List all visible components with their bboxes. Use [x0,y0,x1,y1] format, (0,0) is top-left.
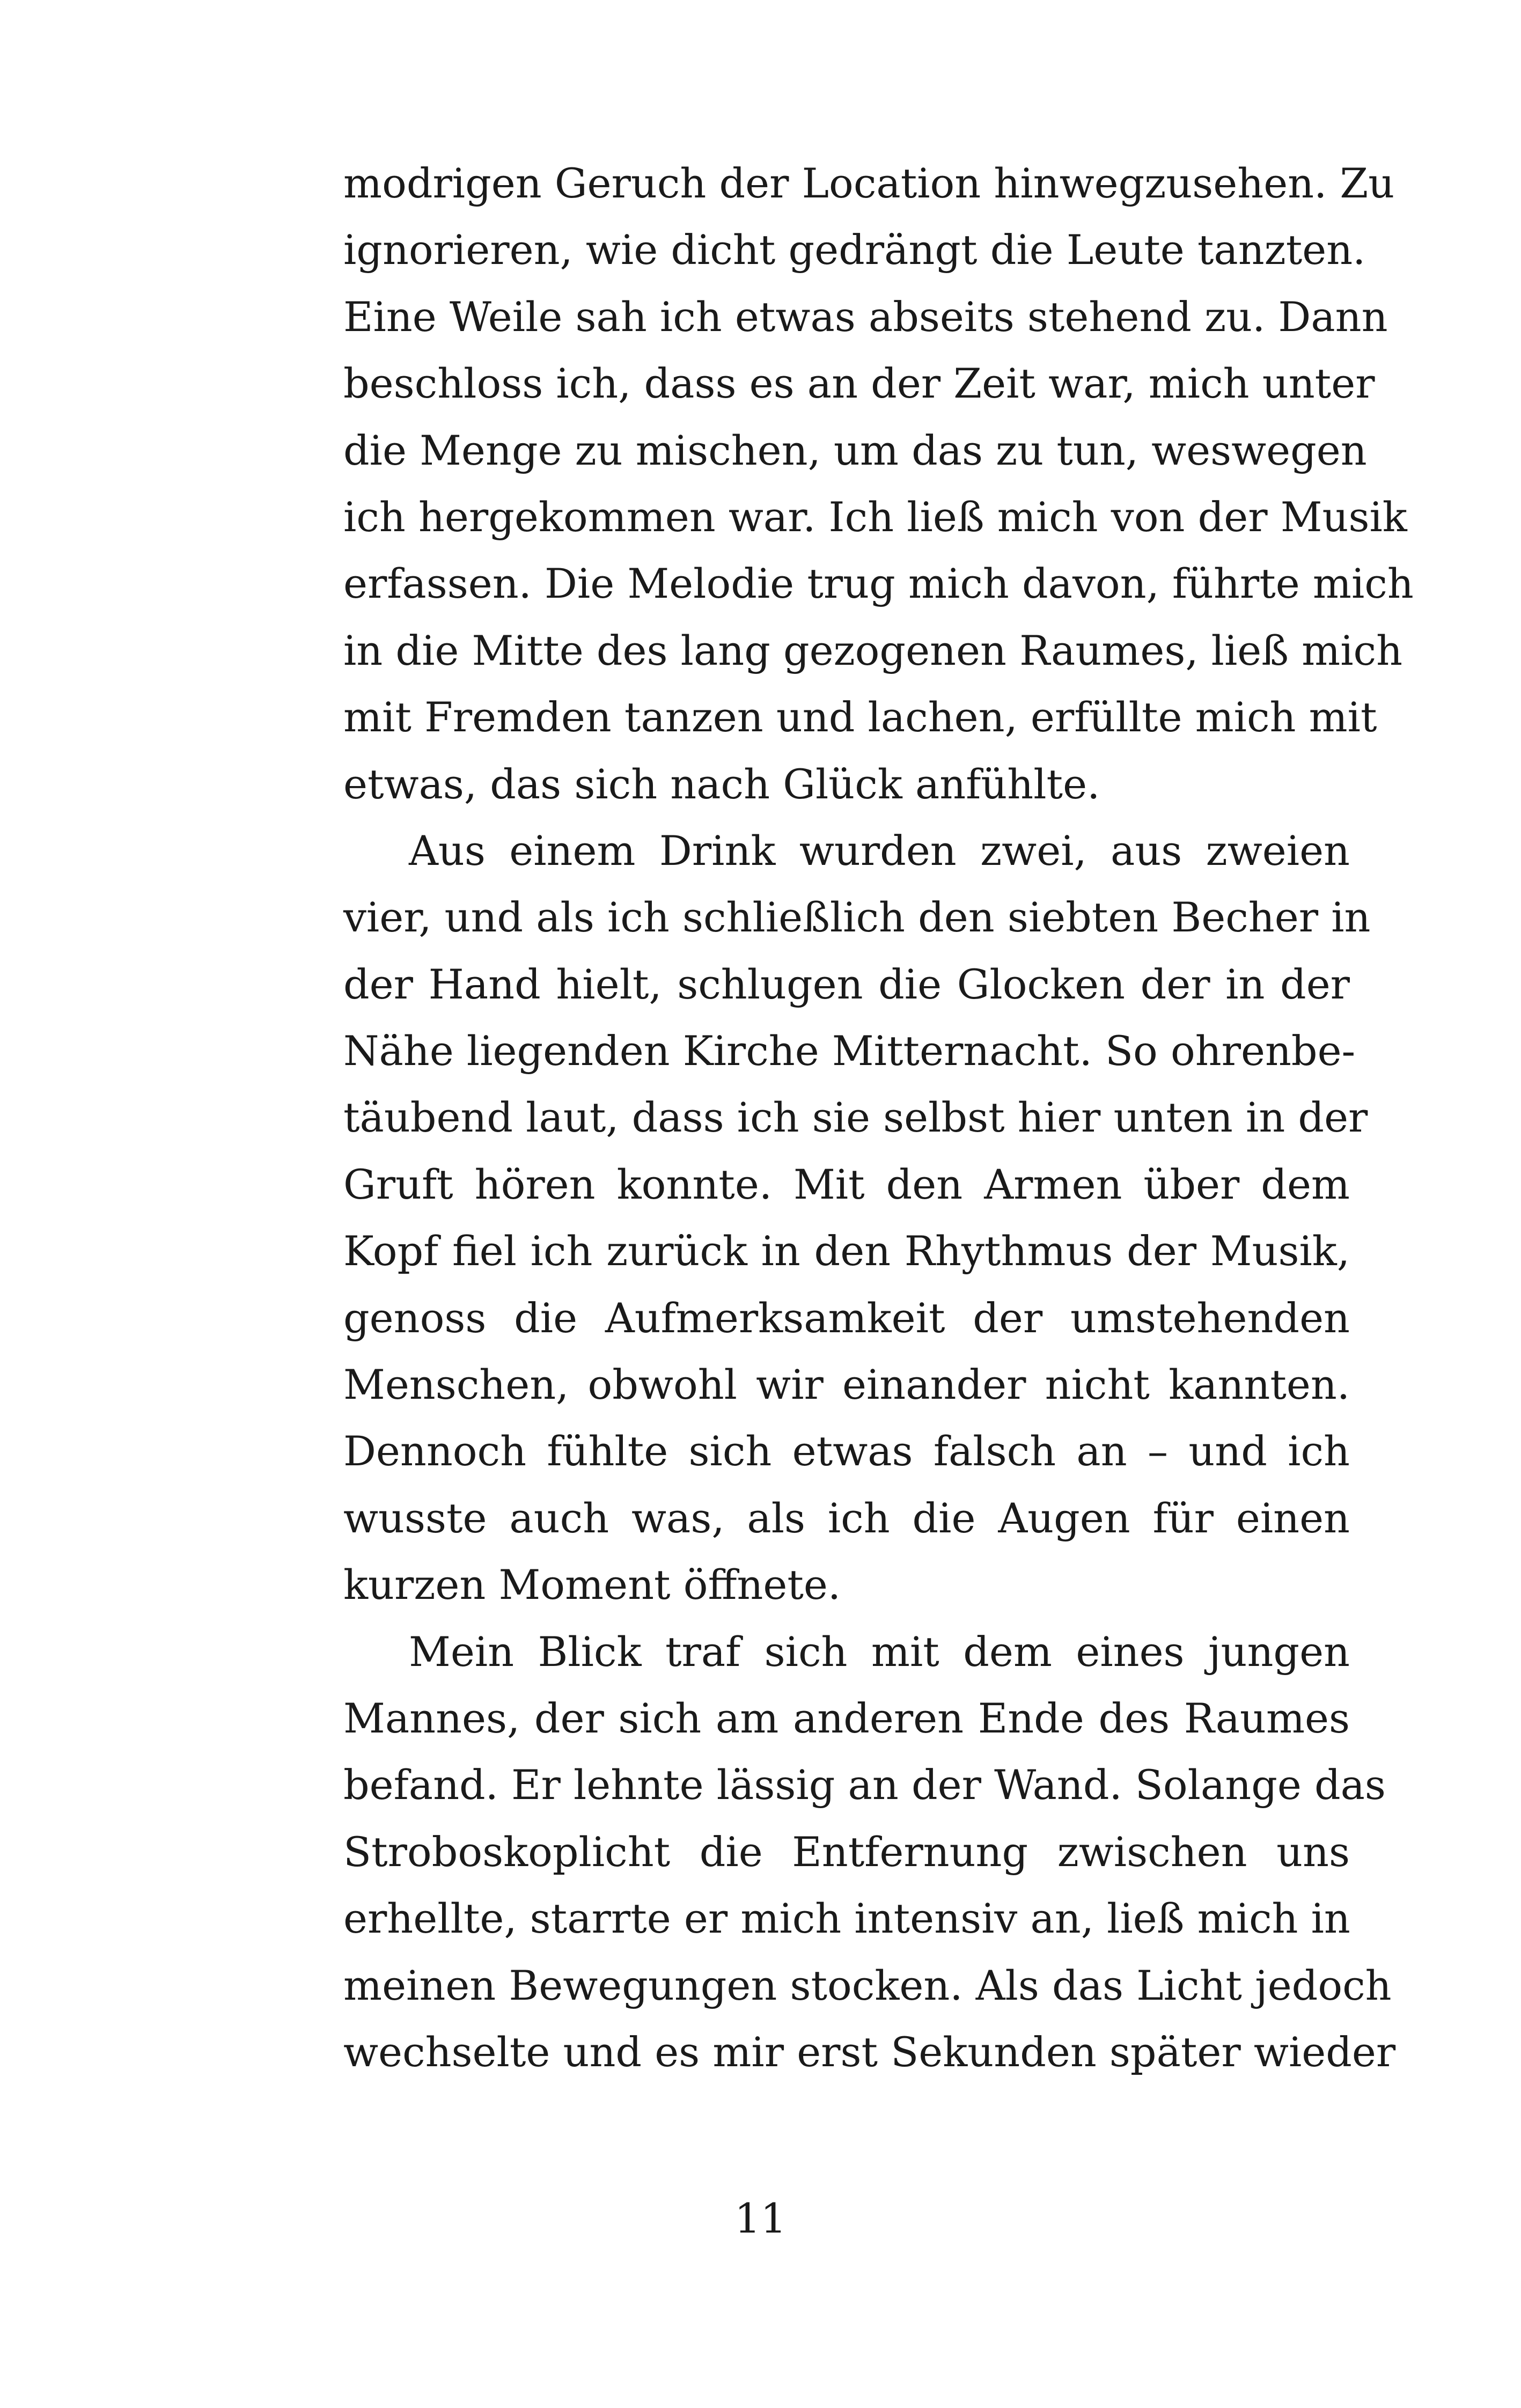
text-line: ich hergekommen war. Ich ließ mich von der Musik [343,493,1407,541]
text-line: erhellte, starrte er mich intensiv an, ließ mich in [343,1895,1350,1943]
paragraph-3 [343,1619,1396,2086]
text-line: Aus einem Drink wurden zwei, aus zweien [409,826,1350,875]
text-line: Menschen, obwohl wir einander nicht kannten. [343,1361,1350,1409]
text-line: Gruft hören konnte. Mit den Armen über dem [343,1160,1350,1208]
text-line: erfassen. Die Melodie trug mich davon, führte mich [343,560,1414,608]
text-line: etwas, das sich nach Glück anfühlte. [343,760,1100,808]
text-line: in die Mitte des lang gezogenen Raumes, ließ mich [343,626,1403,674]
text-line: genoss die Aufmerksamkeit der umstehenden [343,1294,1350,1342]
text-line: befand. Er lehnte lässig an der Wand. Solange das [343,1761,1386,1809]
text-line: täubend laut, dass ich sie selbst hier unten in der [343,1093,1368,1142]
text-line: Mannes, der sich am anderen Ende des Raumes [343,1694,1350,1742]
text-line: vier, und als ich schließlich den siebten Becher in [343,893,1371,942]
text-line: ignorieren, wie dicht gedrängt die Leute tanzten. [343,226,1366,274]
text-line: meinen Bewegungen stocken. Als das Licht jedoch [343,1961,1392,2009]
text-line: wusste auch was, als ich die Augen für einen [343,1494,1350,1542]
text-line: Mein Blick traf sich mit dem eines jungen [409,1627,1350,1676]
text-line: modrigen Geruch der Location hinwegzusehen. Zu [343,159,1395,207]
paragraph-1 [343,150,1414,818]
text-line: Nähe liegenden Kirche Mitternacht. So ohrenbe- [343,1027,1356,1075]
text-line: der Hand hielt, schlugen die Glocken der in der [343,960,1350,1008]
text-line: Eine Weile sah ich etwas abseits stehend zu. Dann [343,292,1388,341]
page-number: 11 [734,2194,787,2242]
text-line: beschloss ich, dass es an der Zeit war, mich unter [343,359,1375,408]
text-line: Dennoch fühlte sich etwas falsch an – und ich [343,1427,1350,1475]
paragraph-2 [343,818,1371,1619]
text-line: die Menge zu mischen, um das zu tun, weswegen [343,426,1367,474]
text-line: Stroboskoplicht die Entfernung zwischen uns [343,1827,1350,1876]
text-line: kurzen Moment öffnete. [343,1561,841,1609]
text-line: Kopf fiel ich zurück in den Rhythmus der Musik, [343,1227,1350,1275]
body-text [343,150,1414,2086]
text-line: wechselte und es mir erst Sekunden später wieder [343,2028,1396,2076]
text-line: mit Fremden tanzen und lachen, erfüllte mich mit [343,693,1377,742]
